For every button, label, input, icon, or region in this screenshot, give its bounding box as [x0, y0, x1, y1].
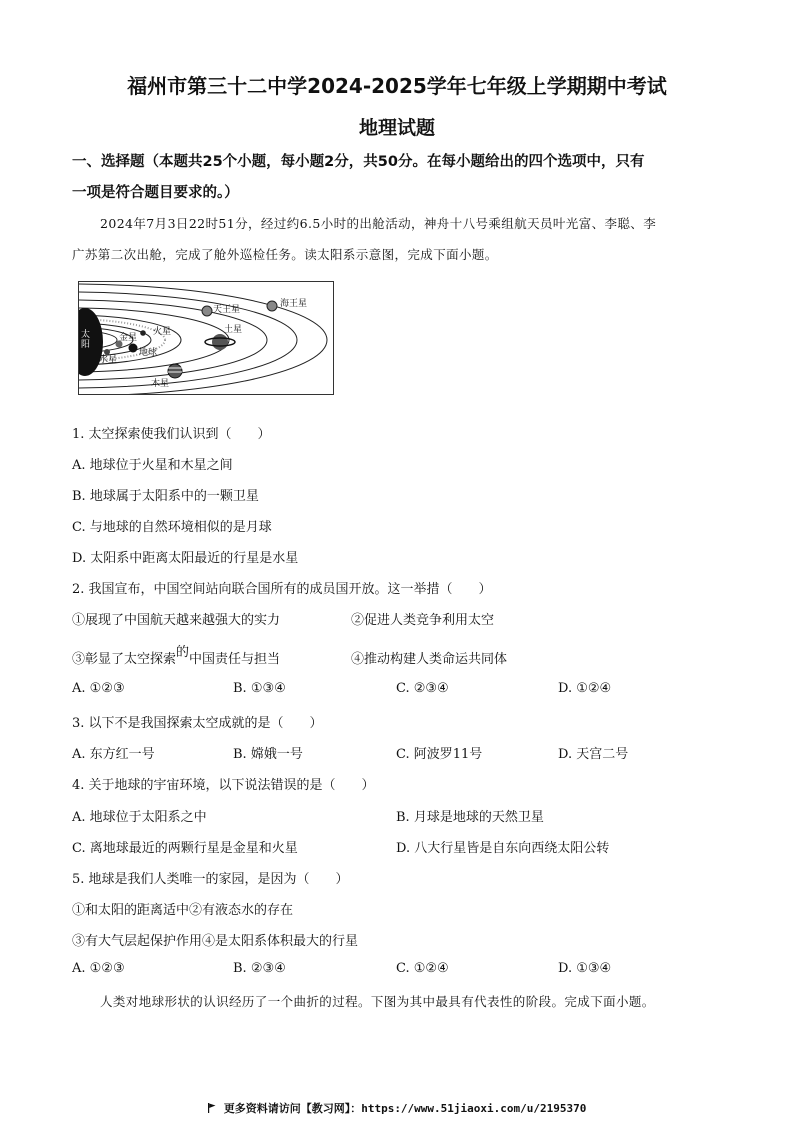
question-5-stem: 5. 地球是我们人类唯一的家园，是因为（ ）	[72, 872, 349, 887]
question-2-option-c: C. ②③④	[396, 681, 449, 696]
question-1-stem: 1. 太空探索使我们认识到（ ）	[72, 427, 271, 442]
question-2-statement-3	[72, 645, 281, 667]
question-5-option-c: C. ①②④	[396, 961, 449, 976]
question-1-option-d: D. 太阳系中距离太阳最近的行星是水星	[72, 551, 299, 566]
label-sun: 太阳	[81, 330, 91, 350]
question-5-statements-3-4: ③有大气层起保护作用④是太阳系体积最大的行星	[72, 934, 359, 949]
flag-icon	[208, 1098, 216, 1117]
question-3-stem: 3. 以下不是我国探索太空成就的是（ ）	[72, 716, 323, 731]
question-3-option-c: C. 阿波罗11号	[396, 747, 483, 762]
footer-link[interactable]: 更多资料请访问【教习网】：https://www.51jiaoxi.com/u/2195370	[223, 1102, 587, 1115]
question-2-option-b: B. ①③④	[233, 681, 286, 696]
question-3-option-a: A. 东方红一号	[72, 747, 155, 762]
question-1-option-b: B. 地球属于太阳系中的一颗卫星	[72, 489, 259, 504]
question-5-statements-1-2: ①和太阳的距离适中②有液态水的存在	[72, 903, 294, 918]
intro-passage-2: 人类对地球形状的认识经历了一个曲折的过程。下图为其中最具有代表性的阶段。完成下面小题。	[100, 994, 655, 1009]
question-4-stem: 4. 关于地球的宇宙环境，以下说法错误的是（ ）	[72, 778, 375, 793]
question-4-option-c: C. 离地球最近的两颗行星是金星和火星	[72, 841, 298, 856]
intro-passage-line2: 广苏第二次出舱，完成了舱外巡检任务。读太阳系示意图，完成下面小题。	[72, 247, 498, 262]
question-2-statement-4: ④推动构建人类命运共同体	[351, 652, 508, 667]
question-4-option-d: D. 八大行星皆是自东向西绕太阳公转	[396, 841, 610, 856]
question-3-option-d: D. 天宫二号	[558, 747, 629, 762]
label-uranus: 天王星	[213, 305, 241, 315]
question-4-option-b: B. 月球是地球的天然卫星	[396, 810, 544, 825]
page-subtitle: 地理试题	[358, 117, 435, 139]
question-5-option-a: A. ①②③	[72, 961, 125, 976]
statement-3-superscript: 的	[176, 645, 190, 660]
label-earth: 地球	[139, 348, 158, 358]
question-2-statement-1: ①展现了中国航天越来越强大的实力	[72, 613, 281, 628]
question-5-option-d: D. ①③④	[558, 961, 612, 976]
question-4-option-a: A. 地球位于太阳系之中	[72, 810, 207, 825]
question-3-option-b: B. 嫦娥一号	[233, 747, 303, 762]
label-mars: 火星	[153, 327, 172, 337]
label-mercury: 水星	[99, 355, 118, 365]
section-heading-line1: 一、选择题（本题共25个小题，每小题2分，共50分。在每小题给出的四个选项中，只有	[72, 154, 645, 170]
section-heading-line2: 一项是符合题目要求的。）	[72, 185, 239, 201]
label-jupiter: 木星	[151, 379, 170, 389]
label-venus: 金星	[119, 333, 138, 343]
question-2-option-a: A. ①②③	[72, 681, 125, 696]
question-1-option-c: C. 与地球的自然环境相似的是月球	[72, 520, 272, 535]
statement-3-part2: 中国责任与担当	[189, 652, 281, 667]
question-5-option-b: B. ②③④	[233, 961, 286, 976]
question-1-option-a: A. 地球位于火星和木星之间	[72, 458, 233, 473]
footer	[0, 1097, 794, 1117]
label-saturn: 土星	[224, 325, 243, 335]
question-2-stem: 2. 我国宣布，中国空间站向联合国所有的成员国开放。这一举措（ ）	[72, 582, 492, 597]
solar-system-diagram	[78, 281, 334, 395]
statement-3-part1: ③彰显了太空探索	[72, 652, 177, 667]
page-title: 福州市第三十二中学2024-2025学年七年级上学期期中考试	[127, 74, 667, 98]
question-2-option-d: D. ①②④	[558, 681, 612, 696]
intro-passage-line1: 2024年7月3日22时51分，经过约6.5小时的出舱活动，神舟十八号乘组航天员叶光富、李聪、李	[100, 216, 657, 231]
label-neptune: 海王星	[280, 299, 308, 309]
question-2-statement-2: ②促进人类竞争利用太空	[351, 613, 495, 628]
